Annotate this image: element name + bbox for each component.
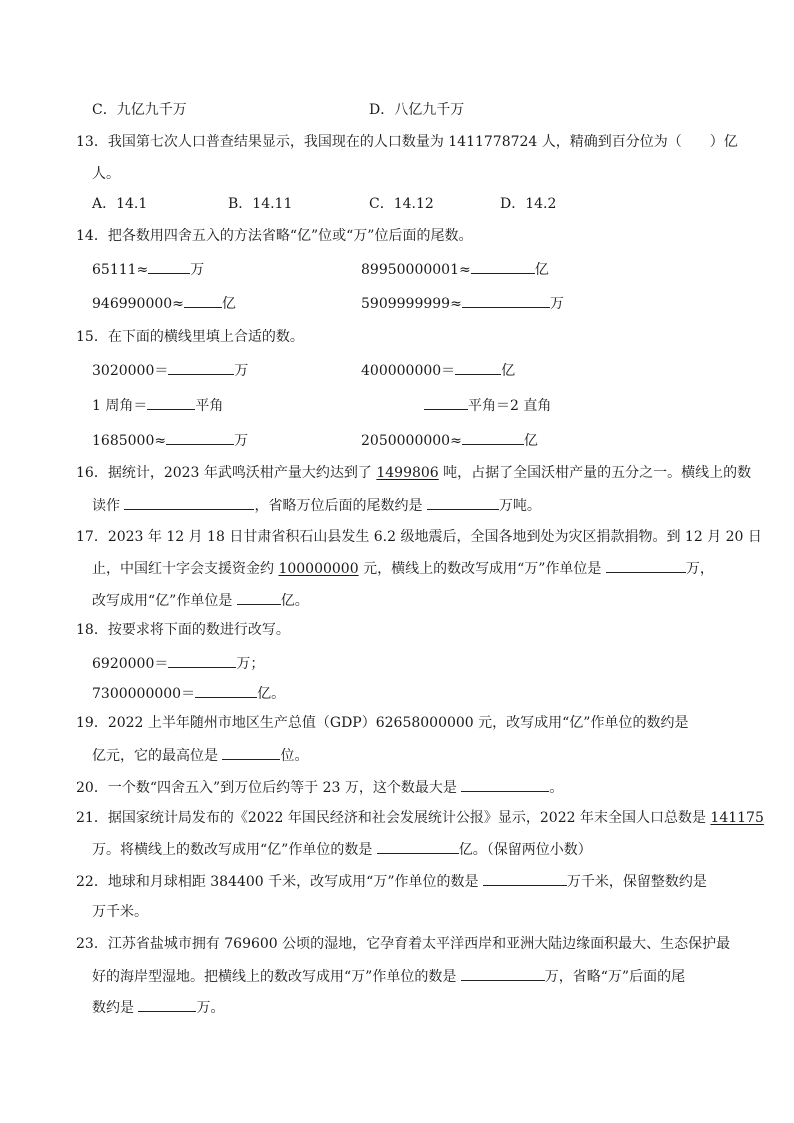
answer-blank[interactable] <box>462 430 524 445</box>
q15-f-unit: 亿 <box>523 433 538 449</box>
q17-text: 亿。 <box>280 593 309 609</box>
q14-a-unit: 万 <box>190 262 205 278</box>
answer-blank[interactable] <box>138 997 196 1012</box>
q23-text: 万，省略“万”后面的尾 <box>544 969 686 985</box>
q15-e-number: 1685000≈ <box>92 433 167 449</box>
answer-blank[interactable] <box>427 495 499 510</box>
q19-line1: 19．2022 上半年随州市地区生产总值（GDP）62658000000 元，改写成用“亿”作单位的数约是 <box>76 715 689 731</box>
q15-stem: 15．在下面的横线里填上合适的数。 <box>76 329 304 345</box>
q22-line2: 万千米。 <box>92 904 148 920</box>
q17-underlined-number: 100000000 <box>278 561 359 577</box>
q20-text: 。 <box>549 780 564 796</box>
q14-item-d <box>361 293 564 314</box>
q18-item-a <box>92 653 264 674</box>
q22-text: 22．地球和月球相距 384400 千米，改写成用“万”作单位的数是 <box>76 874 483 890</box>
q14-item-a <box>92 259 204 280</box>
q17-text: 止，中国红十字会支援资金约 <box>92 561 279 577</box>
q17-line3 <box>92 590 309 611</box>
answer-blank[interactable] <box>424 395 468 410</box>
answer-blank[interactable] <box>147 395 195 410</box>
answer-blank[interactable] <box>377 839 459 854</box>
q17-line1: 17．2023 年 12 月 18 日甘肃省积石山县发生 6.2 级地震后，全国各地到处为灾区捐款捐物。到 12 月 20 日 <box>76 529 762 545</box>
q21-text: 21．据国家统计局发布的《2022 年国民经济和社会发展统计公报》显示，2022 年末全国人口总数是 <box>76 810 711 826</box>
q23-line1: 23．江苏省盐城市拥有 769600 公顷的湿地，它孕育着太平洋西岸和亚洲大陆边缘面积最大、生态保护最 <box>76 936 731 952</box>
q21-underlined-number: 141175 <box>710 810 764 826</box>
answer-blank[interactable] <box>455 360 501 375</box>
q15-item-b <box>361 360 515 381</box>
q14-a-number: 65111≈ <box>92 262 149 278</box>
q23-text: 万。 <box>196 1000 225 1016</box>
q12-option-d: D．八亿九千万 <box>369 102 465 118</box>
q15-b-unit: 亿 <box>501 363 516 379</box>
q23-text: 数约是 <box>92 1000 139 1016</box>
q17-text: 元，横线上的数改写成用“万”作单位是 <box>358 561 606 577</box>
q15-item-e <box>92 430 248 451</box>
q16-text: 16．据统计，2023 年武鸣沃柑产量大约达到了 <box>76 465 377 481</box>
answer-blank[interactable] <box>483 871 567 886</box>
q19-text: 亿元，它的最高位是 <box>92 748 223 764</box>
q23-text: 好的海岸型湿地。把横线上的数改写成用“万”作单位的数是 <box>92 969 461 985</box>
answer-blank[interactable] <box>606 558 686 573</box>
q19-line2 <box>92 745 308 766</box>
q23-line2 <box>92 966 685 987</box>
q14-c-unit: 亿 <box>221 296 236 312</box>
q18-a-number: 6920000＝ <box>92 656 169 672</box>
q18-b-unit: 亿。 <box>257 686 286 702</box>
q16-line2 <box>92 495 541 516</box>
q23-line3 <box>92 997 224 1018</box>
q18-b-number: 7300000000＝ <box>92 686 196 702</box>
q15-c-unit: 平角 <box>195 398 224 414</box>
q16-text: ，省略万位后面的尾数约是 <box>254 498 427 514</box>
q13-stem-line2: 人。 <box>92 166 120 182</box>
q15-item-f <box>361 430 538 451</box>
q14-item-c <box>92 293 236 314</box>
q14-d-unit: 万 <box>549 296 564 312</box>
q16-text: 万吨。 <box>498 498 541 514</box>
answer-blank[interactable] <box>184 293 222 308</box>
q14-stem: 14．把各数用四舍五入的方法省略“亿”位或“万”位后面的尾数。 <box>76 228 473 244</box>
q16-line1 <box>76 463 751 483</box>
answer-blank[interactable] <box>168 360 234 375</box>
answer-blank[interactable] <box>462 293 550 308</box>
q13-option-d: D．14.2 <box>500 196 557 212</box>
q12-option-c: C．九亿九千万 <box>92 102 187 118</box>
answer-blank[interactable] <box>148 259 190 274</box>
q20-line <box>76 777 563 798</box>
q16-text: 读作 <box>92 498 125 514</box>
answer-blank[interactable] <box>237 590 281 605</box>
q17-line2 <box>92 558 714 579</box>
q18-item-b <box>92 683 285 704</box>
q14-item-b <box>361 259 549 280</box>
answer-blank[interactable] <box>195 683 257 698</box>
answer-blank[interactable] <box>461 966 545 981</box>
q14-b-unit: 亿 <box>534 262 549 278</box>
q21-text: 亿。（保留两位小数） <box>458 842 592 858</box>
q15-b-number: 400000000＝ <box>361 363 456 379</box>
q15-d-unit: 平角＝2 直角 <box>468 398 552 414</box>
q15-a-unit: 万 <box>234 363 249 379</box>
q14-d-number: 5909999999≈ <box>361 296 462 312</box>
q13-option-a: A．14.1 <box>92 196 148 212</box>
q17-text: 万， <box>685 561 714 577</box>
answer-blank[interactable] <box>124 495 254 510</box>
q20-text: 20．一个数“四舍五入”到万位后约等于 23 万，这个数最大是 <box>76 780 462 796</box>
q13-stem-line1: 13．我国第七次人口普查结果显示，我国现在的人口数量为 1411778724 人，精确到百分位为（ ）亿 <box>76 134 738 150</box>
q14-c-number: 946990000≈ <box>92 296 184 312</box>
q18-a-unit: 万； <box>236 656 265 672</box>
q15-a-number: 3020000＝ <box>92 363 169 379</box>
q18-stem: 18．按要求将下面的数进行改写。 <box>76 622 290 638</box>
q21-text: 万。将横线上的数改写成用“亿”作单位的数是 <box>92 842 377 858</box>
q15-item-d <box>424 395 551 416</box>
q17-text: 改写成用“亿”作单位是 <box>92 593 237 609</box>
q16-text: 吨，占据了全国沃柑产量的五分之一。横线上的数 <box>438 465 752 481</box>
q22-line1 <box>76 871 707 892</box>
q15-c-number: 1 周角＝ <box>92 398 148 414</box>
answer-blank[interactable] <box>471 259 535 274</box>
q15-f-number: 2050000000≈ <box>361 433 462 449</box>
answer-blank[interactable] <box>222 745 280 760</box>
q21-line1 <box>76 808 764 828</box>
q15-item-a <box>92 360 248 381</box>
q21-line2 <box>92 839 592 860</box>
q14-b-number: 89950000001≈ <box>361 262 471 278</box>
answer-blank[interactable] <box>461 777 549 792</box>
q13-option-b: B．14.11 <box>228 196 293 212</box>
answer-blank[interactable] <box>168 653 236 668</box>
q15-item-c <box>92 395 223 416</box>
answer-blank[interactable] <box>166 430 234 445</box>
q16-underlined-number: 1499806 <box>376 465 439 481</box>
q19-text: 位。 <box>280 748 309 764</box>
q13-option-c: C．14.12 <box>369 196 434 212</box>
q15-e-unit: 万 <box>234 433 249 449</box>
q22-text: 万千米，保留整数约是 <box>566 874 707 890</box>
